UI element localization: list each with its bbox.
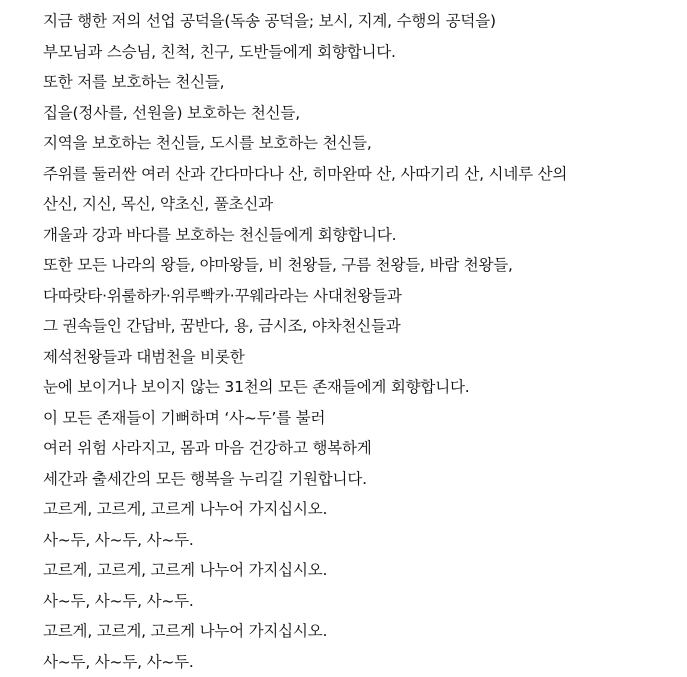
text-line: 그 권속들인 간답바, 꿈반다, 용, 금시조, 야차천신들과 <box>43 311 683 342</box>
text-line: 고르게, 고르게, 고르게 나누어 가지십시오. <box>43 616 683 647</box>
dedication-text <box>43 6 683 677</box>
text-line: 다따랏타·위룰하카·위루빡카·꾸웨라라는 사대천왕들과 <box>43 281 683 312</box>
text-line: 사~두, 사~두, 사~두. <box>43 525 683 556</box>
text-line: 사~두, 사~두, 사~두. <box>43 586 683 617</box>
text-line: 주위를 둘러싼 여러 산과 간다마다나 산, 히마완따 산, 사따기리 산, 시네루 산의 <box>43 159 683 190</box>
text-line: 개울과 강과 바다를 보호하는 천신들에게 회향합니다. <box>43 220 683 251</box>
text-line: 지금 행한 저의 선업 공덕을(독송 공덕을; 보시, 지계, 수행의 공덕을) <box>43 6 683 37</box>
text-line: 지역을 보호하는 천신들, 도시를 보호하는 천신들, <box>43 128 683 159</box>
text-line: 사~두, 사~두, 사~두. <box>43 647 683 677</box>
text-line: 또한 저를 보호하는 천신들, <box>43 67 683 98</box>
text-line: 고르게, 고르게, 고르게 나누어 가지십시오. <box>43 494 683 525</box>
text-line: 여러 위험 사라지고, 몸과 마음 건강하고 행복하게 <box>43 433 683 464</box>
text-line: 부모님과 스승님, 친척, 친구, 도반들에게 회향합니다. <box>43 37 683 68</box>
text-line: 집을(정사를, 선원을) 보호하는 천신들, <box>43 98 683 129</box>
text-line: 제석천왕들과 대범천을 비롯한 <box>43 342 683 373</box>
text-line: 산신, 지신, 목신, 약초신, 풀초신과 <box>43 189 683 220</box>
text-line: 눈에 보이거나 보이지 않는 31천의 모든 존재들에게 회향합니다. <box>43 372 683 403</box>
text-line: 고르게, 고르게, 고르게 나누어 가지십시오. <box>43 555 683 586</box>
text-line: 세간과 출세간의 모든 행복을 누리길 기원합니다. <box>43 464 683 495</box>
text-line: 또한 모든 나라의 왕들, 야마왕들, 비 천왕들, 구름 천왕들, 바람 천왕들, <box>43 250 683 281</box>
text-line: 이 모든 존재들이 기뻐하며 ‘사~두’를 불러 <box>43 403 683 434</box>
